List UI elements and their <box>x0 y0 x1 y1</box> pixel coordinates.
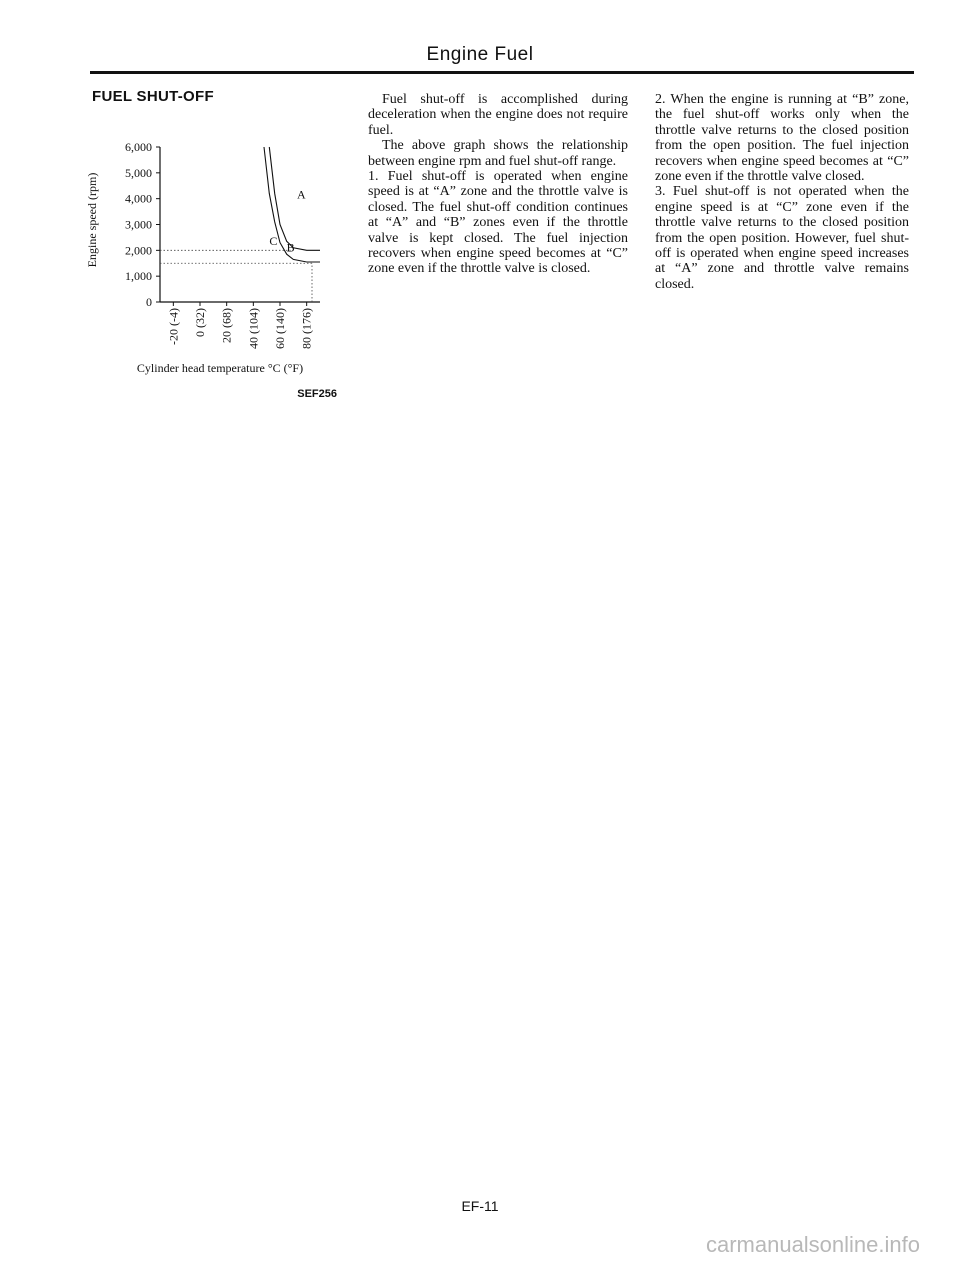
y-axis-label: Engine speed (rpm) <box>85 172 99 268</box>
page-header-title: Engine Fuel <box>426 44 534 65</box>
paragraph: The above graph shows the relationship between engine rpm and fuel shut-off range. <box>368 138 628 169</box>
paragraph: 1. Fuel shut-off is operated when engine speed is at “A” zone and the throttle valve is closed. The fuel shut-off condition continues at “A” and “B” zones even if the throttle valve is kept closed. The fuel injection recovers when engine speed becomes at “C” zone even if the throttle valve is closed. <box>368 169 628 277</box>
chart-guide-lines <box>160 250 312 302</box>
y-tick-label: 2,000 <box>125 243 152 258</box>
x-tick-label: -20 (-4) <box>166 308 181 345</box>
header-rule <box>90 71 914 74</box>
x-axis-ticks <box>166 302 313 349</box>
x-tick-label: 0 (32) <box>193 308 207 337</box>
y-tick-label: 5,000 <box>125 165 152 180</box>
y-tick-label: 3,000 <box>125 217 152 232</box>
figure-code: SEF256 <box>297 388 337 400</box>
text-column-right <box>655 92 909 292</box>
paragraph: Fuel shut-off is accomplished during deceleration when the engine does not require fuel. <box>368 92 628 138</box>
zone-label-b: B <box>286 240 295 255</box>
watermark: carmanualsonline.info <box>705 1232 920 1257</box>
paragraph: 2. When the engine is running at “B” zone, the fuel shut-off works only when the throttle valve returns to the closed position from the open position. The fuel injection recovers when engine speed becomes at “C” zone even if the throttle valve closed. <box>655 92 909 185</box>
chart-axes <box>160 147 320 302</box>
page-number: EF-11 <box>461 1198 499 1214</box>
x-tick-label: 80 (176) <box>299 308 314 349</box>
paragraph: 3. Fuel shut-off is not operated when the engine speed is at “C” zone even if the throttle valve returns to the closed position from the open position. However, fuel shut-off is operated when engine speed increases at “A” zone and throttle valve remains closed. <box>655 184 909 292</box>
y-tick-label: 4,000 <box>125 191 152 206</box>
section-title: FUEL SHUT-OFF <box>92 88 214 105</box>
y-tick-label: 6,000 <box>125 140 152 154</box>
zone-label-c: C <box>269 234 278 249</box>
y-axis-ticks <box>125 140 160 309</box>
text-column-middle <box>368 92 628 277</box>
x-axis-label: Cylinder head temperature °C (°F) <box>136 361 304 375</box>
x-tick-label: 40 (104) <box>246 308 261 349</box>
zone-label-a: A <box>296 187 306 202</box>
y-tick-label: 0 <box>146 295 152 309</box>
y-tick-label: 1,000 <box>125 269 152 284</box>
x-tick-label: 20 (68) <box>219 308 234 343</box>
fuel-shutoff-chart <box>80 135 350 410</box>
x-tick-label: 60 (140) <box>273 308 287 349</box>
